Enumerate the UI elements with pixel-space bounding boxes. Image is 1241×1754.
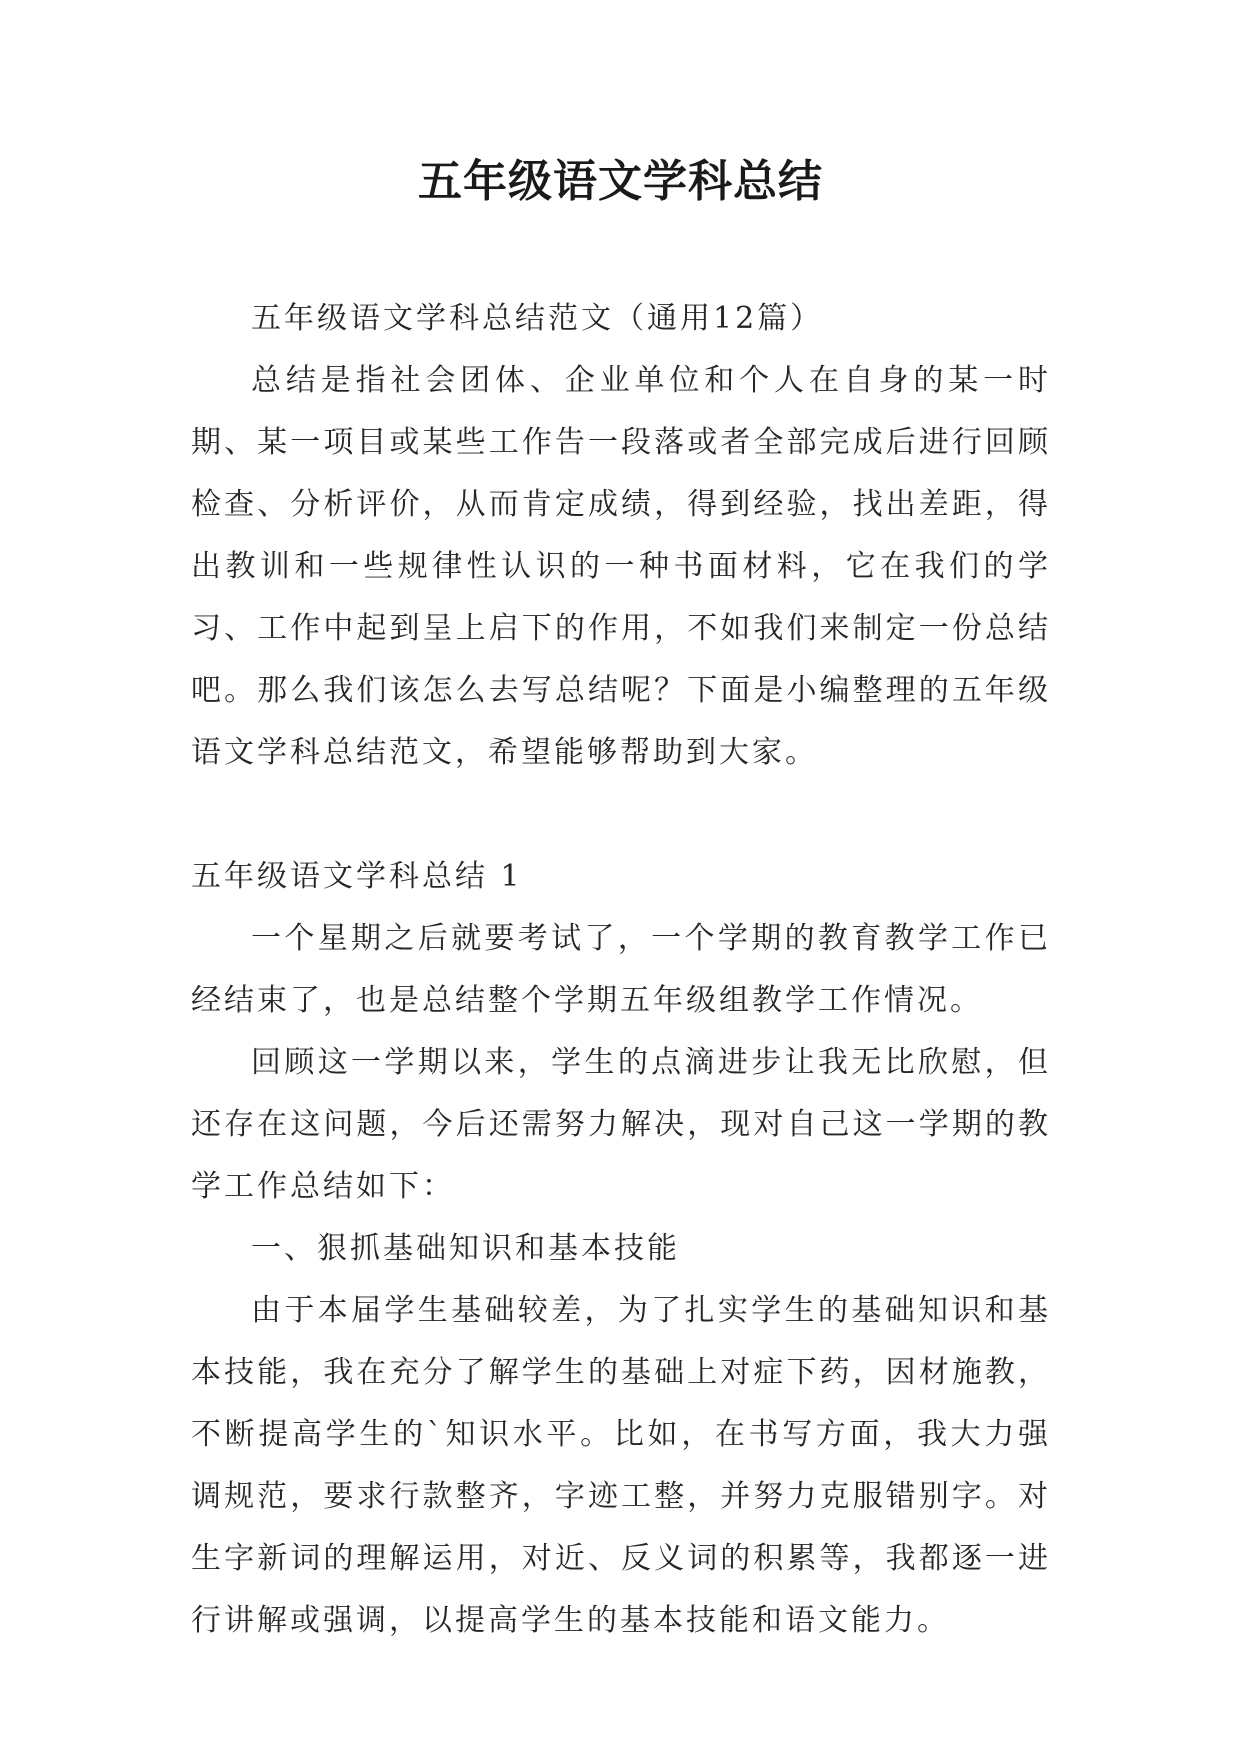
- subheading-paragraph: 一、狠抓基础知识和基本技能: [251, 1231, 680, 1266]
- document-subtitle: 五年级语文学科总结范文（通用12篇）: [251, 301, 824, 336]
- intro-paragraph: 总结是指社会团体、企业单位和个人在自身的某一时期、某一项目或某些工作告一段落或者全部完成后进行回顾检查、分析评价，从而肯定成绩，得到经验，找出差距，得出教训和一些规律性认识的一种书面材料，它在我们的学习、工作中起到呈上启下的作用，不如我们来制定一份总结吧。那么我们该怎么去写总结呢？下面是小编整理的五年级语文学科总结范文，希望能够帮助到大家。: [191, 363, 1051, 770]
- body-paragraph: 回顾这一学期以来，学生的点滴进步让我无比欣慰，但还存在这问题，今后还需努力解决，现对自己这一学期的教学工作总结如下：: [191, 1045, 1051, 1204]
- section-spacer: [191, 784, 1051, 846]
- body-paragraph: 由于本届学生基础较差，为了扎实学生的基础知识和基本技能，我在充分了解学生的基础上对症下药，因材施教，不断提高学生的`知识水平。比如，在书写方面，我大力强调规范，要求行款整齐，字迹工整，并努力克服错别字。对生字新词的理解运用，对近、反义词的积累等，我都逐一进行讲解或强调，以提高学生的基本技能和语文能力。: [191, 1293, 1051, 1638]
- page-title: 五年级语文学科总结: [418, 156, 823, 207]
- section-heading: 五年级语文学科总结 1: [191, 859, 523, 894]
- document-body: [191, 288, 1051, 1652]
- body-paragraph: 一个星期之后就要考试了，一个学期的教育教学工作已经结束了，也是总结整个学期五年级组教学工作情况。: [191, 921, 1051, 1018]
